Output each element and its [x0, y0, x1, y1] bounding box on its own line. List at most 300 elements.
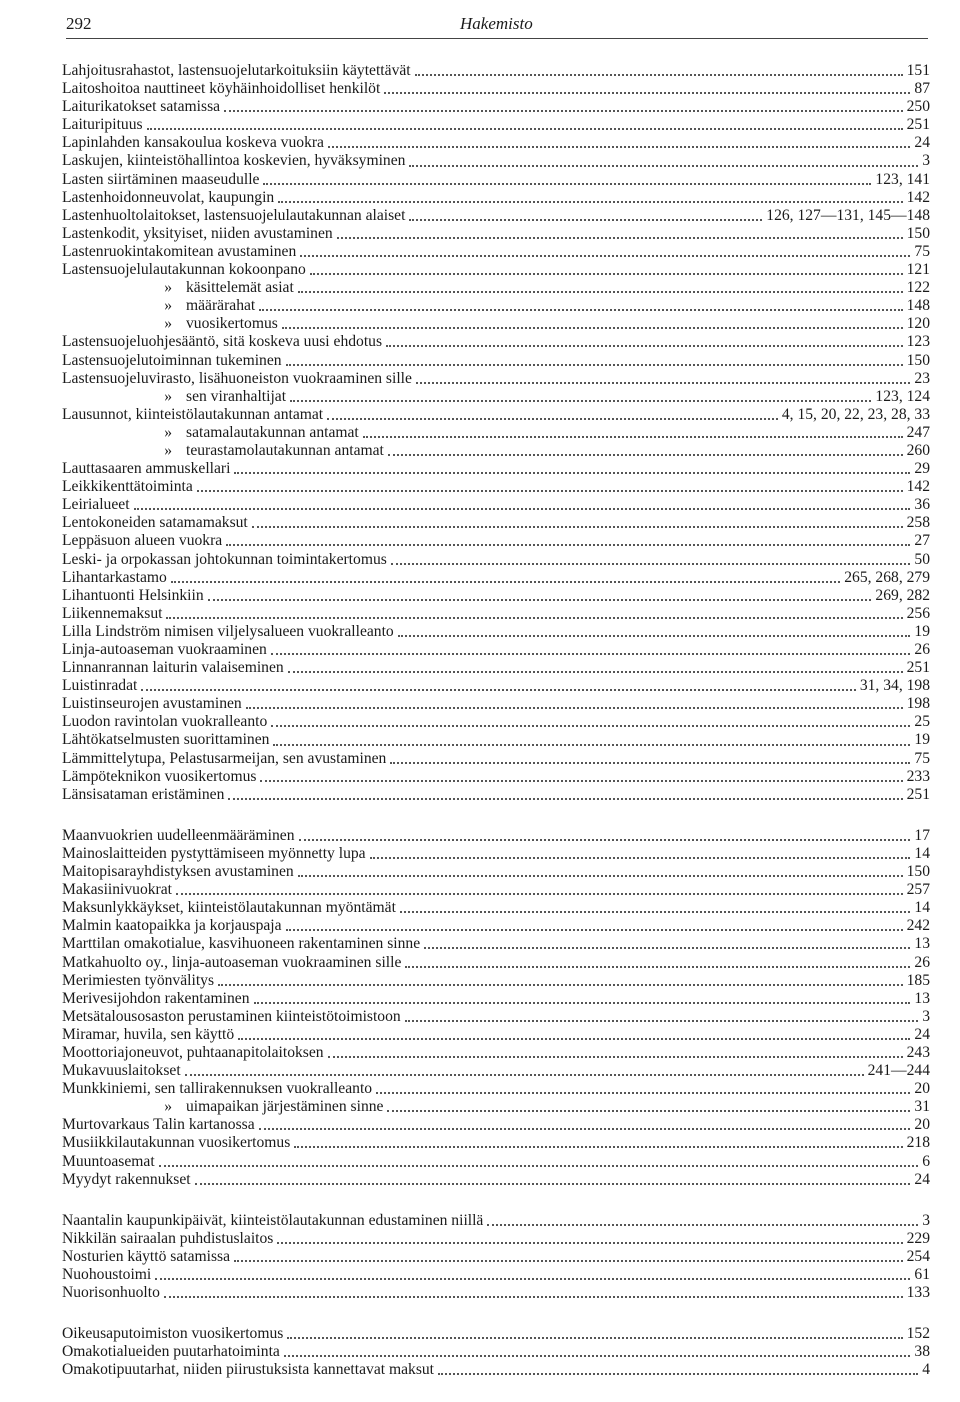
entry-pages: 27: [914, 532, 930, 550]
entry-term: [62, 990, 250, 1008]
entry-pages: 251: [906, 659, 930, 677]
dot-leader: [271, 653, 911, 655]
dot-leader: [278, 201, 902, 203]
entry-term-text: Lauttasaaren ammuskellari: [62, 460, 231, 478]
index-entry: [62, 659, 930, 677]
page-number: 292: [66, 14, 92, 33]
entry-term: [62, 863, 294, 881]
entry-term: [62, 370, 412, 388]
entry-term: [62, 1171, 191, 1189]
entry-term: [62, 1212, 483, 1230]
entry-term: [62, 845, 366, 863]
entry-pages: 150: [906, 224, 930, 242]
entry-term-text: Laitoshoitoa nauttineet köyhäinhoidolliset henkilöt: [62, 80, 381, 98]
dot-leader: [218, 984, 903, 986]
index-entry: [62, 731, 930, 749]
entry-term: [62, 1098, 383, 1116]
entry-pages: 3: [922, 1211, 930, 1229]
index-entry: [62, 1062, 930, 1080]
dot-leader: [327, 418, 778, 420]
entry-term-text: Lastensuojelulautakunnan kokoonpano: [62, 261, 306, 279]
index-list: [62, 62, 930, 1402]
entry-term-text: Nuohoustoimi: [62, 1266, 152, 1283]
entry-term-text: käsittelemät asiat: [186, 279, 294, 297]
entry-term-text: Musiikkilautakunnan vuosikertomus: [62, 1134, 291, 1152]
dot-leader: [298, 291, 903, 293]
dot-leader: [273, 744, 910, 746]
entry-term-text: Leski- ja orpokassan johtokunnan toimintakertomus: [62, 550, 387, 568]
entry-term: [62, 623, 394, 641]
entry-pages: 243: [906, 1043, 930, 1061]
dot-leader: [208, 599, 872, 601]
dot-leader: [238, 1038, 910, 1040]
entry-term-text: Luistinradat: [62, 677, 138, 695]
entry-pages: 257: [906, 881, 930, 899]
entry-term-text: Leikkikenttätoiminta: [62, 478, 193, 496]
index-entry: [62, 1153, 930, 1171]
dot-leader: [337, 237, 903, 239]
entry-term-text: Nikkilän sairaalan puhdistuslaitos: [62, 1229, 274, 1247]
dot-leader: [294, 1146, 902, 1148]
dot-leader: [286, 929, 903, 931]
entry-pages: 3: [922, 152, 930, 170]
entry-pages: 269, 282: [875, 586, 930, 604]
dot-leader: [387, 1110, 910, 1112]
entry-pages: 24: [914, 134, 930, 152]
entry-term-text: Laiturikatokset satamissa: [62, 98, 221, 116]
dot-leader: [141, 689, 855, 691]
entry-term-text: Lastensuojeluvirasto, lisähuoneiston vuokraaminen sille: [62, 369, 412, 387]
entry-term: [62, 551, 387, 569]
index-entry: [62, 279, 930, 297]
entry-term-text: Matkahuolto oy., linja-autoaseman vuokraaminen sille: [62, 953, 402, 971]
index-entry: [62, 62, 930, 80]
entry-pages: 25: [914, 713, 930, 731]
entry-term: [62, 171, 259, 189]
dot-leader: [286, 364, 903, 366]
entry-term: [62, 1153, 155, 1171]
dot-leader: [409, 219, 762, 221]
entry-pages: 120: [906, 315, 930, 333]
entry-pages: 185: [906, 971, 930, 989]
entry-pages: 229: [906, 1229, 930, 1247]
index-entry: [62, 406, 930, 424]
dot-leader: [282, 327, 903, 329]
index-entry: [62, 677, 930, 695]
dot-leader: [271, 725, 910, 727]
entry-term: [62, 478, 193, 496]
dot-leader: [234, 472, 910, 474]
dot-leader: [388, 454, 903, 456]
entry-term: [62, 1248, 230, 1266]
dot-leader: [384, 92, 910, 94]
dot-leader: [298, 875, 903, 877]
ditto-mark: »: [164, 441, 172, 459]
index-entry: [62, 514, 930, 532]
entry-term-text: Luistinseurojen avustaminen: [62, 695, 242, 713]
entry-pages: 251: [906, 785, 930, 803]
entry-term-text: Lausunnot, kiinteistölautakunnan antamat: [62, 405, 324, 423]
entry-term-text: Lasten siirtäminen maaseudulle: [62, 170, 260, 188]
dot-leader: [224, 110, 903, 112]
index-entry: [62, 98, 930, 116]
index-entry: [62, 1266, 930, 1284]
entry-term: [62, 1116, 255, 1134]
entry-term: [62, 587, 204, 605]
dot-leader: [164, 1296, 903, 1298]
dot-leader: [260, 780, 902, 782]
entry-term-text: Lapinlahden kansakoulua koskeva vuokra: [62, 134, 324, 152]
dot-leader: [228, 798, 902, 800]
entry-pages: 256: [906, 604, 930, 622]
dot-leader: [386, 345, 903, 347]
entry-pages: 265, 268, 279: [844, 568, 930, 586]
entry-pages: 198: [906, 695, 930, 713]
dot-leader: [185, 1074, 864, 1076]
entry-pages: 19: [914, 731, 930, 749]
entry-term: [62, 935, 420, 953]
entry-term-text: teurastamolautakunnan antamat: [186, 441, 384, 459]
entry-term-text: Maksunlykkäykset, kiinteistölautakunnan myöntämät: [62, 899, 396, 917]
dot-leader: [328, 1056, 903, 1058]
index-entry: [62, 261, 930, 279]
entry-term: [62, 152, 405, 170]
entry-term-text: Leirialueet: [62, 496, 130, 514]
entry-term: [62, 1284, 160, 1302]
entry-term-text: Linnanrannan laiturin valaiseminen: [62, 659, 284, 677]
dot-leader: [134, 508, 911, 510]
entry-term: [62, 750, 386, 768]
entry-term-text: Maitopisarayhdistyksen avustaminen: [62, 863, 294, 881]
index-section: [62, 62, 930, 804]
entry-term: [62, 881, 172, 899]
entry-pages: 20: [914, 1080, 930, 1098]
entry-pages: 20: [914, 1116, 930, 1134]
entry-term-text: Laituripituus: [62, 116, 143, 134]
index-entry: [62, 1284, 930, 1302]
entry-term: [62, 297, 255, 315]
dot-leader: [328, 146, 910, 148]
ditto-mark: »: [164, 297, 172, 315]
entry-term: [62, 1134, 290, 1152]
entry-term-text: Omakotipuutarhat, niiden piirustuksista kannettavat maksut: [62, 1361, 435, 1379]
entry-term-text: Makasiinivuokrat: [62, 881, 173, 899]
dot-leader: [147, 128, 903, 130]
entry-term-text: Länsisataman eristäminen: [62, 785, 225, 803]
index-section: [62, 827, 930, 1189]
index-entry: [62, 917, 930, 935]
entry-pages: 61: [914, 1266, 930, 1283]
entry-pages: 87: [914, 80, 930, 98]
dot-leader: [155, 1278, 910, 1280]
index-entry: [62, 1044, 930, 1062]
entry-pages: 260: [906, 441, 930, 459]
entry-pages: 29: [914, 460, 930, 478]
index-entry: [62, 605, 930, 623]
index-entry: [62, 881, 930, 899]
index-entry: [62, 845, 930, 863]
ditto-mark: »: [164, 423, 172, 441]
entry-term: [62, 1230, 273, 1248]
entry-term-text: Marttilan omakotialue, kasvihuoneen rakentaminen sinne: [62, 935, 421, 953]
index-entry: [62, 569, 930, 587]
entry-pages: 19: [914, 622, 930, 640]
entry-term: [62, 261, 306, 279]
entry-pages: 75: [914, 749, 930, 767]
entry-term: [62, 605, 162, 623]
dot-leader: [176, 893, 903, 895]
entry-term-text: Mukavuuslaitokset: [62, 1062, 181, 1080]
dot-leader: [299, 839, 911, 841]
entry-term-text: Maanvuokrien uudelleenmääräminen: [62, 826, 295, 844]
ditto-mark: »: [164, 315, 172, 333]
dot-leader: [254, 1002, 911, 1004]
entry-pages: 218: [906, 1134, 930, 1152]
dot-leader: [263, 183, 871, 185]
entry-term: [62, 1266, 151, 1284]
entry-pages: 122: [906, 279, 930, 297]
index-entry: [62, 225, 930, 243]
entry-term: [62, 1343, 280, 1361]
ditto-mark: »: [164, 387, 172, 405]
entry-pages: 13: [914, 989, 930, 1007]
entry-pages: 247: [906, 423, 930, 441]
entry-pages: 258: [906, 514, 930, 532]
index-entry: [62, 116, 930, 134]
dot-leader: [259, 1128, 911, 1130]
entry-pages: 36: [914, 496, 930, 514]
entry-pages: 121: [906, 261, 930, 279]
entry-term: [62, 62, 411, 80]
dot-leader: [391, 563, 911, 565]
index-entry: [62, 1230, 930, 1248]
entry-term-text: vuosikertomus: [186, 315, 278, 333]
index-entry: [62, 80, 930, 98]
entry-term: [62, 827, 295, 845]
index-entry: [62, 1325, 930, 1343]
index-entry: [62, 496, 930, 514]
entry-term-text: Merimiesten työnvälitys: [62, 971, 215, 989]
index-entry: [62, 1212, 930, 1230]
index-entry: [62, 388, 930, 406]
dot-leader: [234, 1260, 903, 1262]
index-entry: [62, 152, 930, 170]
entry-term-text: sen viranhaltijat: [186, 387, 287, 405]
index-entry: [62, 478, 930, 496]
index-entry: [62, 768, 930, 786]
dot-leader: [405, 1020, 919, 1022]
entry-pages: 151: [906, 62, 930, 79]
index-entry: [62, 207, 930, 225]
dot-leader: [284, 1355, 911, 1357]
entry-term-text: Omakotialueiden puutarhatoiminta: [62, 1343, 280, 1361]
entry-pages: 26: [914, 641, 930, 658]
entry-term-text: Lämmittelytupa, Pelastusarmeijan, sen avustaminen: [62, 749, 387, 767]
entry-term-text: Lastenkodit, yksityiset, niiden avustaminen: [62, 224, 333, 242]
entry-pages: 126, 127—131, 145—148: [766, 206, 930, 224]
dot-leader: [171, 581, 840, 583]
entry-term-text: Liikennemaksut: [62, 604, 163, 622]
entry-term-text: uimapaikan järjestäminen sinne: [186, 1098, 384, 1116]
entry-term: [62, 514, 248, 532]
index-section: [62, 1325, 930, 1379]
entry-term-text: Luodon ravintolan vuokralleanto: [62, 713, 268, 731]
dot-leader: [405, 966, 910, 968]
dot-leader: [376, 1092, 910, 1094]
entry-term: [62, 786, 224, 804]
entry-term-text: Leppäsuon alueen vuokra: [62, 532, 223, 550]
entry-term-text: Nuorisonhuolto: [62, 1284, 160, 1302]
entry-term-text: satamalautakunnan antamat: [186, 423, 359, 441]
dot-leader: [197, 490, 903, 492]
index-entry: [62, 189, 930, 207]
entry-term-text: Mainoslaitteiden pystyttämiseen myönnetty lupa: [62, 844, 366, 862]
index-entry: [62, 333, 930, 351]
entry-pages: 251: [906, 116, 930, 134]
dot-leader: [159, 1165, 919, 1167]
entry-term: [62, 496, 130, 514]
entry-term: [62, 972, 214, 990]
entry-term: [62, 1325, 283, 1343]
index-entry: [62, 442, 930, 460]
entry-term-text: Murtovarkaus Talin kartanossa: [62, 1116, 255, 1134]
index-entry: [62, 315, 930, 333]
entry-pages: 123: [906, 333, 930, 351]
entry-term: [62, 80, 380, 98]
entry-pages: 23: [914, 369, 930, 387]
entry-term-text: Lahjoitusrahastot, lastensuojelutarkoituksiin käytettävät: [62, 62, 411, 79]
dot-leader: [287, 1337, 902, 1339]
entry-term-text: Lähtökatselmusten suorittaminen: [62, 731, 270, 749]
index-entry: [62, 532, 930, 550]
dot-leader: [252, 526, 903, 528]
entry-term-text: Lämpöteknikon vuosikertomus: [62, 767, 257, 785]
entry-term-text: Lilla Lindström nimisen viljelysalueen vuokralleanto: [62, 622, 394, 640]
entry-term-text: Lentokoneiden satamamaksut: [62, 514, 248, 532]
dot-leader: [398, 635, 911, 637]
index-entry: [62, 863, 930, 881]
entry-pages: 133: [906, 1284, 930, 1302]
entry-pages: 233: [906, 767, 930, 785]
entry-term-text: Miramar, huvila, sen käyttö: [62, 1025, 235, 1043]
index-entry: [62, 641, 930, 659]
entry-term: [62, 768, 256, 786]
dot-leader: [300, 255, 910, 257]
entry-term-text: Lastensuojelutoiminnan tukeminen: [62, 351, 282, 369]
header-rule: [66, 38, 928, 39]
index-entry: [62, 551, 930, 569]
index-entry: [62, 1080, 930, 1098]
entry-pages: 24: [914, 1170, 930, 1188]
index-entry: [62, 370, 930, 388]
entry-term: [62, 98, 220, 116]
entry-pages: 6: [922, 1152, 930, 1170]
entry-term: [62, 731, 269, 749]
entry-term-text: määrärahat: [186, 297, 256, 315]
entry-term: [62, 713, 267, 731]
dot-leader: [409, 165, 918, 167]
dot-leader: [290, 400, 871, 402]
entry-term-text: Merivesijohdon rakentaminen: [62, 989, 250, 1007]
entry-term-text: Malmin kaatopaikka ja korjauspaja: [62, 917, 282, 935]
entry-pages: 241—244: [867, 1062, 930, 1080]
dot-leader: [390, 762, 910, 764]
entry-pages: 142: [906, 478, 930, 496]
index-entry: [62, 786, 930, 804]
entry-term-text: Lastenhoidonneuvolat, kaupungin: [62, 188, 275, 206]
entry-term: [62, 532, 222, 550]
entry-term: [62, 1080, 372, 1098]
entry-term: [62, 641, 267, 659]
index-section: [62, 1212, 930, 1302]
entry-term: [62, 659, 284, 677]
dot-leader: [259, 309, 902, 311]
entry-term-text: Myydyt rakennukset: [62, 1170, 191, 1188]
entry-term: [62, 424, 359, 442]
entry-pages: 3: [922, 1007, 930, 1025]
entry-term: [62, 695, 242, 713]
ditto-mark: »: [164, 279, 172, 297]
index-entry: [62, 171, 930, 189]
dot-leader: [438, 1373, 918, 1375]
entry-term: [62, 243, 296, 261]
index-entry: [62, 713, 930, 731]
dot-leader: [487, 1224, 918, 1226]
running-header: [66, 12, 928, 36]
entry-pages: 142: [906, 188, 930, 206]
index-entry: [62, 424, 930, 442]
entry-pages: 14: [914, 899, 930, 917]
entry-term: [62, 1361, 434, 1379]
entry-pages: 14: [914, 844, 930, 862]
index-entry: [62, 1026, 930, 1044]
entry-term-text: Oikeusaputoimiston vuosikertomus: [62, 1325, 284, 1343]
entry-term: [62, 388, 286, 406]
entry-pages: 150: [906, 351, 930, 369]
index-entry: [62, 1134, 930, 1152]
dot-leader: [363, 436, 903, 438]
dot-leader: [288, 671, 903, 673]
dot-leader: [370, 857, 911, 859]
entry-term-text: Lastenhuoltolaitokset, lastensuojelulautakunnan alaiset: [62, 206, 406, 224]
index-entry: [62, 1116, 930, 1134]
dot-leader: [415, 74, 903, 76]
index-entry: [62, 1248, 930, 1266]
index-entry: [62, 750, 930, 768]
entry-pages: 150: [906, 863, 930, 881]
entry-term: [62, 315, 278, 333]
dot-leader: [400, 911, 910, 913]
dot-leader: [246, 707, 903, 709]
running-title: Hakemisto: [460, 14, 533, 33]
entry-pages: 148: [906, 297, 930, 315]
entry-term: [62, 954, 401, 972]
index-entry: [62, 695, 930, 713]
entry-term: [62, 189, 274, 207]
index-entry: [62, 1008, 930, 1026]
entry-term: [62, 1044, 324, 1062]
dot-leader: [310, 273, 903, 275]
index-entry: [62, 460, 930, 478]
entry-term: [62, 116, 143, 134]
entry-pages: 254: [906, 1247, 930, 1265]
entry-term: [62, 1008, 401, 1026]
entry-pages: 31: [914, 1098, 930, 1116]
index-entry: [62, 972, 930, 990]
ditto-mark: »: [164, 1098, 172, 1116]
index-entry: [62, 899, 930, 917]
index-entry: [62, 1171, 930, 1189]
